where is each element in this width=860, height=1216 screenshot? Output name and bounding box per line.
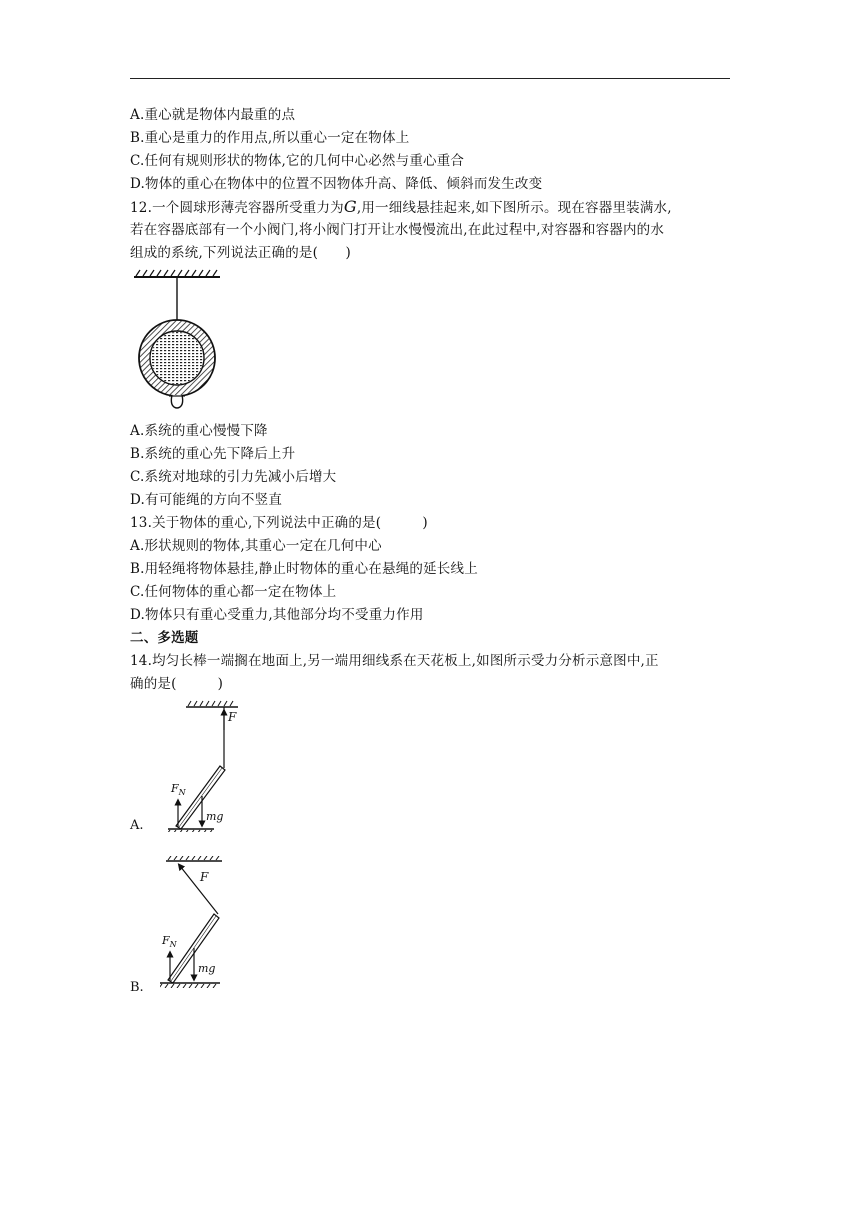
q14a-label-f: F: [228, 710, 237, 724]
q12-option-b: B.系统的重心先下降后上升: [130, 446, 296, 462]
q11-option-d: D.物体的重心在物体中的位置不因物体升高、降低、倾斜而发生改变: [130, 176, 543, 192]
q13-option-d: D.物体只有重心受重力,其他部分均不受重力作用: [130, 607, 424, 623]
q13-option-a: A.形状规则的物体,其重心一定在几何中心: [130, 538, 382, 554]
q11-option-a: A.重心就是物体内最重的点: [130, 107, 296, 123]
q12-option-d: D.有可能绳的方向不竖直: [130, 492, 283, 508]
q14-option-b-label: B.: [130, 980, 144, 995]
q12-stem-pre: 12.一个圆球形薄壳容器所受重力为: [130, 200, 344, 216]
q14a-label-fn-main: F: [171, 782, 179, 795]
q14a-label-fn-sub: N: [178, 788, 186, 798]
q14b-label-fn-sub: N: [169, 940, 177, 950]
q14-option-a-label: A.: [130, 818, 144, 833]
q12-stem-line2: 若在容器底部有一个小阀门,将小阀门打开让水慢慢流出,在此过程中,对容器和容器内的水: [130, 222, 665, 238]
section-heading-multiple-choice: 二、多选题: [130, 630, 199, 646]
q14-figure-a: [168, 700, 248, 832]
q13-option-b: B.用轻绳将物体悬挂,静止时物体的重心在悬绳的延长线上: [130, 561, 478, 577]
q14-figure-b: [160, 856, 240, 988]
q12-stem-line1: [130, 196, 672, 219]
q14b-label-fn: [162, 934, 177, 949]
q12-option-a: A.系统的重心慢慢下降: [130, 423, 268, 439]
q14b-label-mg: mg: [198, 962, 216, 975]
q14b-label-fn-main: F: [162, 934, 170, 947]
q12-stem-line3: 组成的系统,下列说法正确的是( ): [130, 245, 351, 261]
header-rule: [130, 78, 730, 79]
q11-option-b: B.重心是重力的作用点,所以重心一定在物体上: [130, 130, 410, 146]
q13-stem: 13.关于物体的重心,下列说法中正确的是( ): [130, 515, 428, 531]
q14b-label-f: F: [200, 870, 209, 884]
q13-option-c: C.任何物体的重心都一定在物体上: [130, 584, 337, 600]
q12-stem-post: ,用一细线悬挂起来,如下图所示。现在容器里装满水,: [356, 200, 672, 216]
q12-option-c: C.系统对地球的引力先减小后增大: [130, 469, 337, 485]
q14a-label-fn: [171, 782, 186, 797]
q14-stem-line1: 14.均匀长棒一端搁在地面上,另一端用细线系在天花板上,如图所示受力分析示意图中,正: [130, 653, 659, 669]
q14a-label-mg: mg: [206, 810, 224, 823]
q14-stem-line2: 确的是( ): [130, 676, 224, 692]
q12-var-g: G: [343, 197, 357, 216]
q11-option-c: C.任何有规则形状的物体,它的几何中心必然与重心重合: [130, 153, 465, 169]
q12-figure-hanging-sphere: [132, 268, 227, 413]
